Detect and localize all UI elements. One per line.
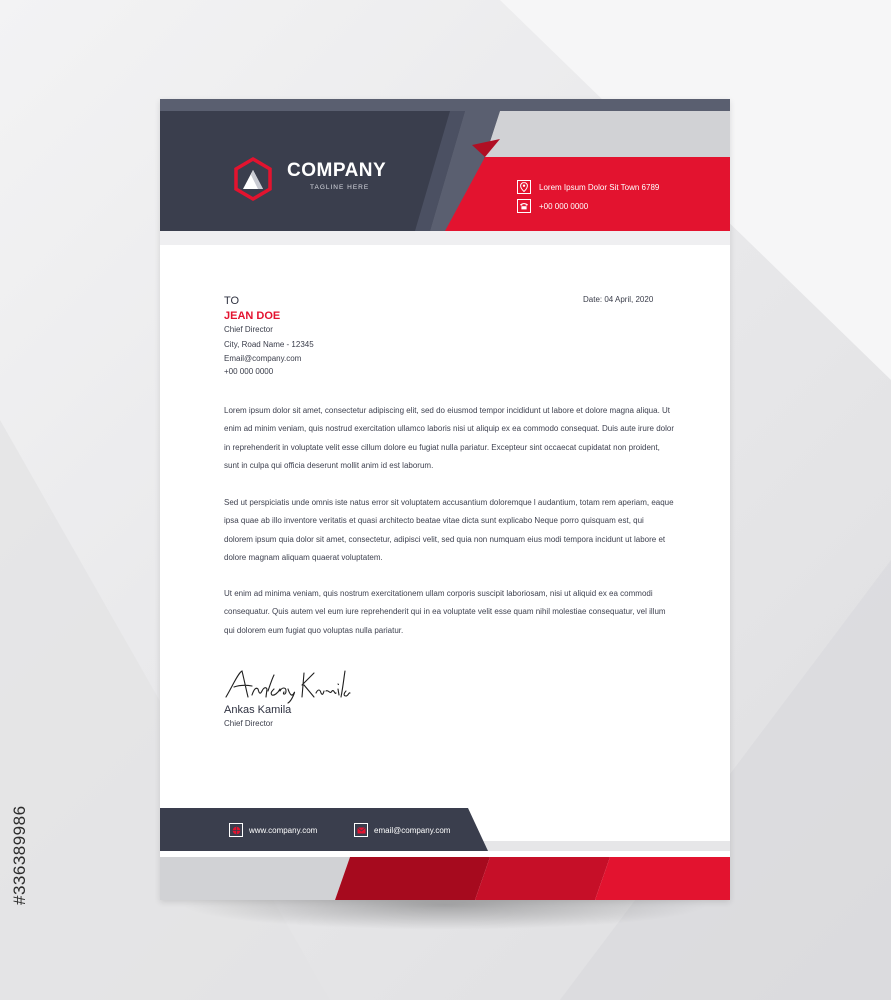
handwritten-signature — [222, 665, 352, 705]
footer-website-row — [229, 823, 317, 837]
to-label: TO — [224, 295, 240, 307]
envelope-icon — [354, 823, 368, 837]
company-name: COMPANY — [287, 160, 387, 181]
footer-email-row — [354, 823, 450, 837]
header-phone: +00 000 0000 — [539, 201, 589, 211]
recipient-name: JEAN DOE — [224, 310, 281, 322]
telephone-icon — [517, 199, 531, 213]
header-address-row — [517, 180, 659, 194]
header-address: Lorem Ipsum Dolor Sit Town 6789 — [539, 182, 660, 192]
footer-website: www.company.com — [249, 825, 318, 835]
footer-email: email@company.com — [374, 825, 451, 835]
letter-date: Date: 04 April, 2020 — [583, 295, 654, 304]
company-tagline: TAGLINE HERE — [310, 184, 370, 191]
letterhead-sheet — [160, 99, 730, 900]
header-phone-row — [517, 199, 588, 213]
stock-id: #336389986 — [10, 805, 29, 905]
location-pin-icon — [517, 180, 531, 194]
company-logo-icon — [230, 156, 276, 202]
recipient-phone: +00 000 0000 — [224, 367, 274, 376]
recipient-email: Email@company.com — [224, 354, 302, 363]
signer-title: Chief Director — [224, 719, 273, 728]
recipient-title: Chief Director — [224, 325, 273, 334]
recipient-address: City, Road Name - 12345 — [224, 340, 314, 349]
globe-icon — [229, 823, 243, 837]
body-paragraph-1: Lorem ipsum dolor sit amet, consectetur adipiscing elit, sed do eiusmod tempor incididunt ut labore et dolore magna aliqua. Ut enim ad minim veniam, quis nostrud exercitation ullamco laboris nisi ut aliquip ex ea commodo consequat. Duis aute irure dolor in reprehenderit in voluptate velit esse cillum dolore eu fugiat nulla pariatur. Excepteur sint occaecat cupidatat non proident, sunt in culpa qui officia deserunt mollit anim id est laborum. — [224, 406, 674, 470]
body-paragraph-3: Ut enim ad minima veniam, quis nostrum exercitationem ullam corporis suscipit laboriosam, nisi ut aliquid ex ea commodi consequatur. Quis autem vel eum iure reprehenderit qui in ea voluptate velit esse quam nihil molestiae consequatur, vel illum qui dolorem eum fugiat quo voluptas nulla pariatur. — [224, 589, 666, 635]
signer-name: Ankas Kamila — [224, 704, 292, 716]
body-paragraph-2: Sed ut perspiciatis unde omnis iste natus error sit voluptatem accusantium doloremque l audantium, totam rem aperiam, eaque ipsa quae ab illo inventore veritatis et quasi architecto beatae vitae dicta sunt explicabo Neque porro quisquam est, qui dolorem ipsum quia dolor sit amet, consectetur, adipisci velit, sed quia non numquam eius modi tempora incidunt ut labore et dolore magnam aliquam quaerat voluptatem. — [224, 498, 674, 562]
